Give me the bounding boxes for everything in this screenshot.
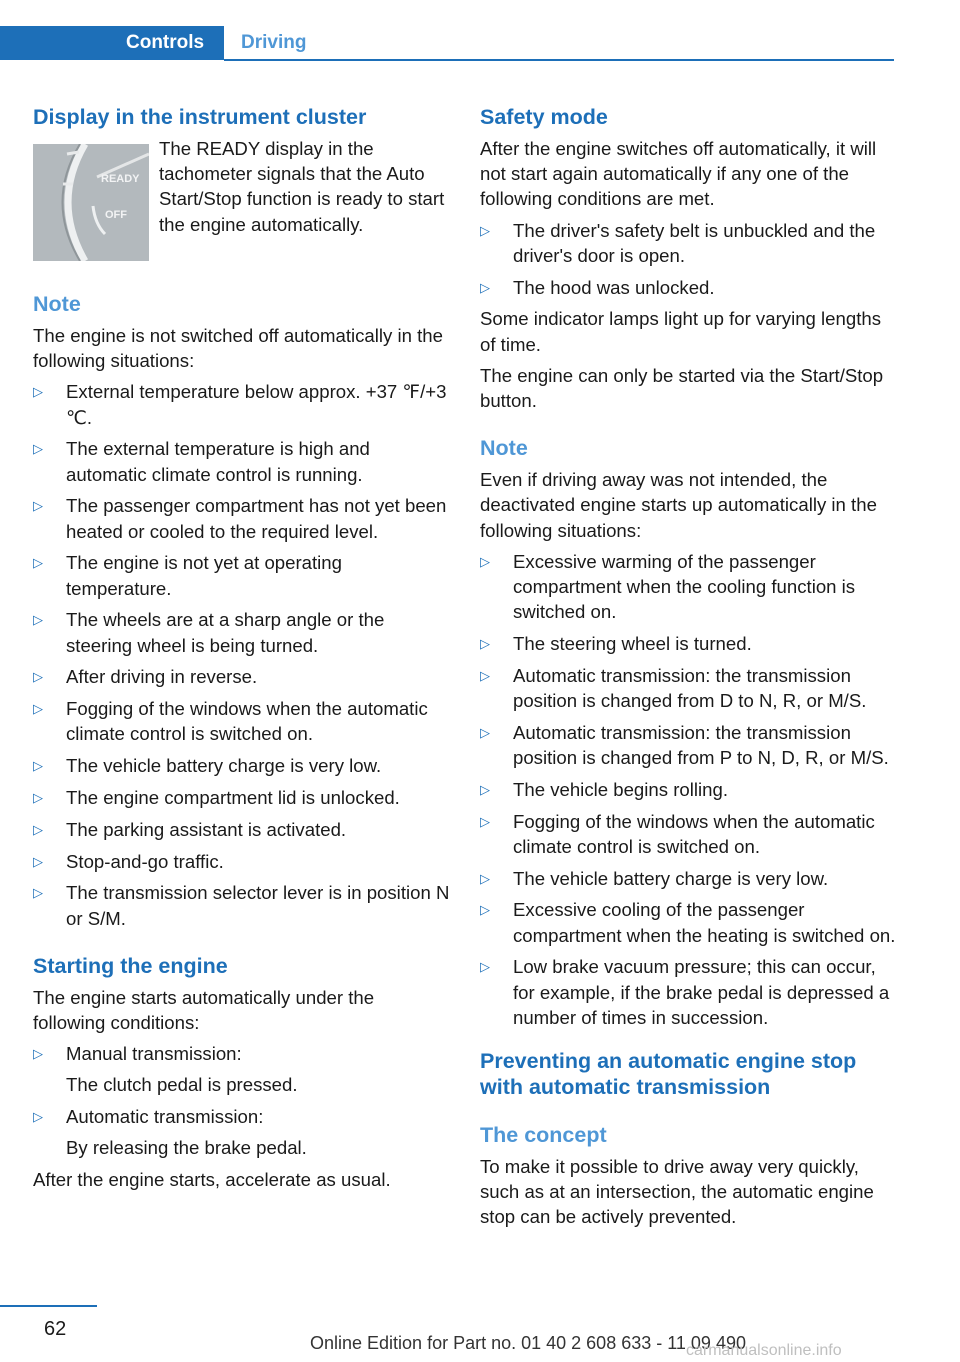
triangle-bullet-icon: ▷ [33, 885, 43, 901]
list-item: ▷ The external temperature is high and automatic climate control is running. [33, 438, 370, 485]
list-item: ▷ The vehicle begins rolling. [480, 777, 900, 802]
list-item: ▷ The wheels are at a sharp angle or the steering wheel is being turned. [33, 609, 385, 656]
preventing-stop-title: Preventing an automatic engine stop with automatic transmission [480, 1049, 857, 1100]
list-item: ▷ Fogging of the windows when the automatic climate control is switched on. [480, 810, 875, 857]
triangle-bullet-icon: ▷ [480, 902, 490, 918]
concept-text: To make it possible to drive away very quickly, such as at an intersection, the automatic engine stop can be actively prevented. [480, 1156, 874, 1228]
triangle-bullet-icon: ▷ [33, 1109, 43, 1125]
list-item: ▷ External temperature below approx. +37 ℉/+3 ℃. [33, 381, 447, 428]
tachometer-ready-image [33, 144, 149, 261]
list-item: ▷ The engine is not yet at operating temperature. [33, 552, 342, 599]
safety-mode-paragraph-1: Some indicator lamps light up for varying lengths of time. [480, 308, 882, 355]
list-item: ▷ Low brake vacuum pressure; this can occur, for example, if the brake pedal is depressed a number of times in succession. [480, 956, 890, 1028]
tachometer-ready-illustration [33, 144, 149, 261]
page-number: 62 [44, 1318, 67, 1340]
list-item: ▷ The engine compartment lid is unlocked. [33, 785, 451, 810]
list-item: ▷ The driver's safety belt is unbuckled and the driver's door is open. [480, 219, 876, 266]
triangle-bullet-icon: ▷ [33, 441, 43, 457]
right-column [480, 104, 900, 1230]
list-item: ▷ The transmission selector lever is in position N or S/M. [33, 882, 450, 929]
right-note-intro: Even if driving away was not intended, the deactivated engine starts up automatically in the following situations: [480, 469, 877, 541]
starting-engine-list [33, 1041, 451, 1160]
list-item: ▷ Automatic transmission: By releasing the brake pedal. [33, 1106, 307, 1159]
right-note-title: Note [480, 436, 528, 461]
list-item: ▷ The vehicle battery charge is very low. [480, 866, 900, 891]
list-item: ▷ The steering wheel is turned. [480, 631, 900, 656]
triangle-bullet-icon: ▷ [33, 669, 43, 685]
left-note-list [33, 379, 451, 930]
ready-label: READY [101, 173, 140, 185]
triangle-bullet-icon: ▷ [480, 553, 490, 569]
starting-engine-outro: After the engine starts, accelerate as usual. [33, 1169, 391, 1191]
list-item: ▷ Automatic transmission: the transmission position is changed from D to N, R, or M/S. [480, 664, 867, 712]
left-column [33, 104, 451, 1192]
left-note-intro: The engine is not switched off automatically in the following situations: [33, 325, 443, 372]
triangle-bullet-icon: ▷ [480, 222, 490, 238]
triangle-bullet-icon: ▷ [33, 555, 43, 571]
triangle-bullet-icon: ▷ [33, 384, 43, 400]
triangle-bullet-icon: ▷ [480, 636, 490, 652]
safety-mode-paragraph-2: The engine can only be started via the Start/Stop button. [480, 364, 884, 412]
safety-mode-title: Safety mode [480, 105, 608, 129]
display-figure-row [33, 138, 451, 261]
list-item: ▷ Fogging of the windows when the automatic climate control is switched on. [33, 698, 428, 745]
triangle-bullet-icon: ▷ [33, 790, 43, 805]
starting-engine-title: Starting the engine [33, 953, 228, 978]
triangle-bullet-icon: ▷ [480, 959, 490, 975]
triangle-bullet-icon: ▷ [480, 667, 490, 683]
list-item: ▷ The passenger compartment has not yet been heated or cooled to the required level. [33, 495, 447, 542]
triangle-bullet-icon: ▷ [33, 821, 43, 837]
watermark: carmanualsonline.info [686, 1342, 842, 1359]
triangle-bullet-icon: ▷ [33, 612, 43, 628]
triangle-bullet-icon: ▷ [480, 870, 490, 886]
list-item: ▷ Excessive warming of the passenger compartment when the cooling function is switched on. [480, 550, 856, 623]
triangle-bullet-icon: ▷ [33, 1046, 43, 1062]
list-item: ▷ The hood was unlocked. [480, 275, 900, 300]
header-tab-controls-label[interactable]: Controls [126, 32, 205, 53]
header-tab-driving-label[interactable]: Driving [241, 32, 307, 53]
display-section-title: Display in the instrument cluster [33, 105, 367, 129]
triangle-bullet-icon: ▷ [480, 724, 490, 740]
list-item: ▷ After driving in reverse. [33, 664, 451, 689]
display-text: The READY display in the tachometer signals that the Auto Start/Stop function is ready to start the engine automatically. [159, 138, 445, 235]
starting-engine-intro: The engine starts automatically under the following conditions: [33, 986, 375, 1033]
triangle-bullet-icon: ▷ [33, 498, 43, 514]
left-note-title: Note [33, 292, 81, 316]
edition-text: Online Edition for Part no. 01 40 2 608 633 - 11 09 490 [310, 1333, 746, 1353]
footer-rule [0, 1305, 97, 1307]
list-item: ▷ Automatic transmission: the transmission position is changed from P to N, D, R, or M/S. [480, 721, 889, 769]
list-item: ▷ Stop-and-go traffic. [33, 849, 451, 874]
triangle-bullet-icon: ▷ [480, 813, 490, 829]
triangle-bullet-icon: ▷ [33, 758, 43, 774]
list-item: ▷ Excessive cooling of the passenger compartment when the heating is switched on. [480, 899, 896, 946]
list-item: ▷ Manual transmission: The clutch pedal is pressed. [33, 1043, 298, 1096]
concept-title: The concept [480, 1123, 607, 1148]
triangle-bullet-icon: ▷ [33, 853, 43, 869]
list-item: ▷ The parking assistant is activated. [33, 817, 451, 842]
safety-mode-list [480, 218, 900, 300]
list-item: ▷ The vehicle battery charge is very low. [33, 753, 451, 778]
right-note-list [480, 549, 900, 1030]
triangle-bullet-icon: ▷ [33, 701, 43, 717]
safety-mode-intro: After the engine switches off automatically, it will not start again automatically if any one of the following conditions are met. [480, 138, 877, 210]
triangle-bullet-icon: ▷ [480, 279, 490, 295]
header-rule [224, 59, 894, 61]
off-label: OFF [105, 209, 127, 221]
triangle-bullet-icon: ▷ [480, 781, 490, 797]
